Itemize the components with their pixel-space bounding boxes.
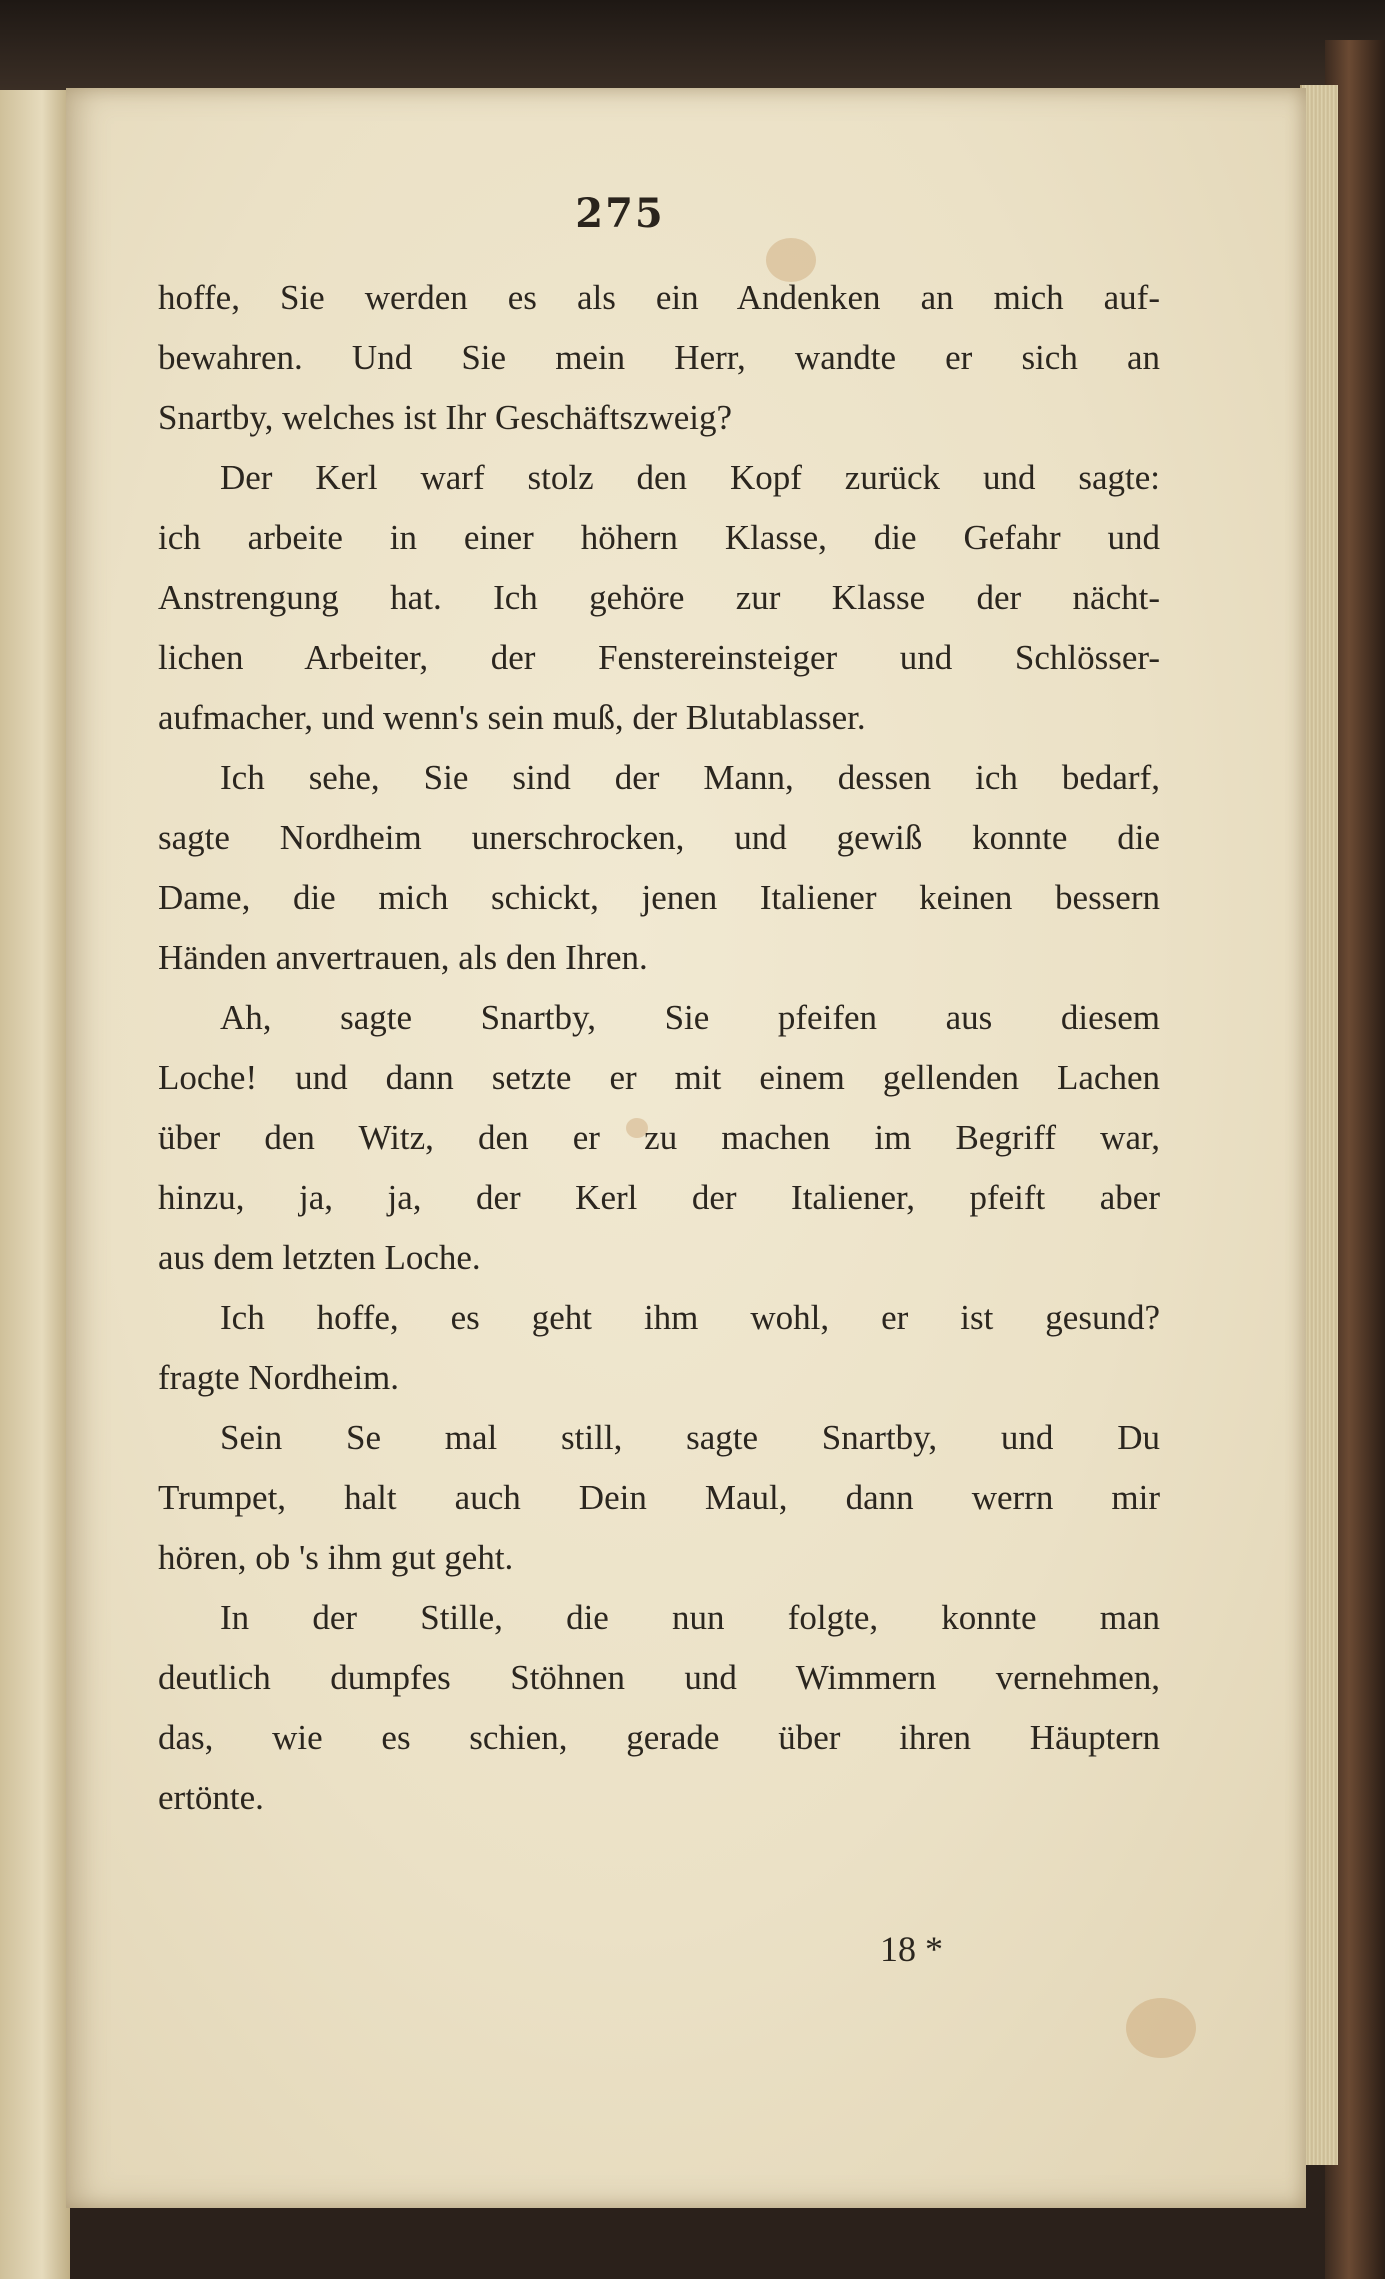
text-line: Ah, sagte Snartby, Sie pfeifen aus diesem xyxy=(220,998,1160,1037)
text-line: Trumpet, halt auch Dein Maul, dann werrn mir xyxy=(158,1478,1160,1517)
text-line: bewahren. Und Sie mein Herr, wandte er sich an xyxy=(158,338,1160,377)
text-line: fragte Nordheim. xyxy=(158,1358,400,1397)
printer-signature-mark: 18 * xyxy=(880,1929,943,1969)
book-top-edge xyxy=(0,0,1385,90)
text-line: Snartby, welches ist Ihr Geschäftszweig? xyxy=(158,398,733,437)
text-line: lichen Arbeiter, der Fenstereinsteiger und Schlösser- xyxy=(158,638,1160,677)
text-line: Ich hoffe, es geht ihm wohl, er ist gesund? xyxy=(220,1298,1160,1337)
page-number: 275 xyxy=(575,190,665,237)
text-line: aus dem letzten Loche. xyxy=(158,1238,481,1277)
text-line: In der Stille, die nun folgte, konnte man xyxy=(220,1598,1160,1637)
text-line: aufmacher, und wenn's sein muß, der Blutablasser. xyxy=(158,698,866,737)
text-line: Anstrengung hat. Ich gehöre zur Klasse der nächt- xyxy=(158,578,1160,617)
text-line: hinzu, ja, ja, der Kerl der Italiener, pfeift aber xyxy=(158,1178,1160,1217)
text-line: sagte Nordheim unerschrocken, und gewiß konnte die xyxy=(158,818,1160,857)
text-line: ertönte. xyxy=(158,1778,264,1817)
body-text xyxy=(158,268,1160,1828)
text-line: hoffe, Sie werden es als ein Andenken an mich auf- xyxy=(158,278,1160,317)
text-line: über den Witz, den er zu machen im Begriff war, xyxy=(158,1118,1160,1157)
text-line: ich arbeite in einer höhern Klasse, die Gefahr und xyxy=(158,518,1160,557)
text-line: Sein Se mal still, sagte Snartby, und Du xyxy=(220,1418,1160,1457)
text-line: Der Kerl warf stolz den Kopf zurück und sagte: xyxy=(220,458,1160,497)
text-line: Loche! und dann setzte er mit einem gellenden Lachen xyxy=(158,1058,1160,1097)
text-line: deutlich dumpfes Stöhnen und Wimmern vernehmen, xyxy=(158,1658,1160,1697)
text-line: das, wie es schien, gerade über ihren Häuptern xyxy=(158,1718,1160,1757)
facing-page-edge xyxy=(0,90,70,2279)
text-line: Ich sehe, Sie sind der Mann, dessen ich bedarf, xyxy=(220,758,1160,797)
text-line: hören, ob 's ihm gut geht. xyxy=(158,1538,514,1577)
foxing-stain xyxy=(1126,1998,1196,2058)
text-line: Händen anvertrauen, als den Ihren. xyxy=(158,938,648,977)
text-line: Dame, die mich schickt, jenen Italiener keinen bessern xyxy=(158,878,1160,917)
